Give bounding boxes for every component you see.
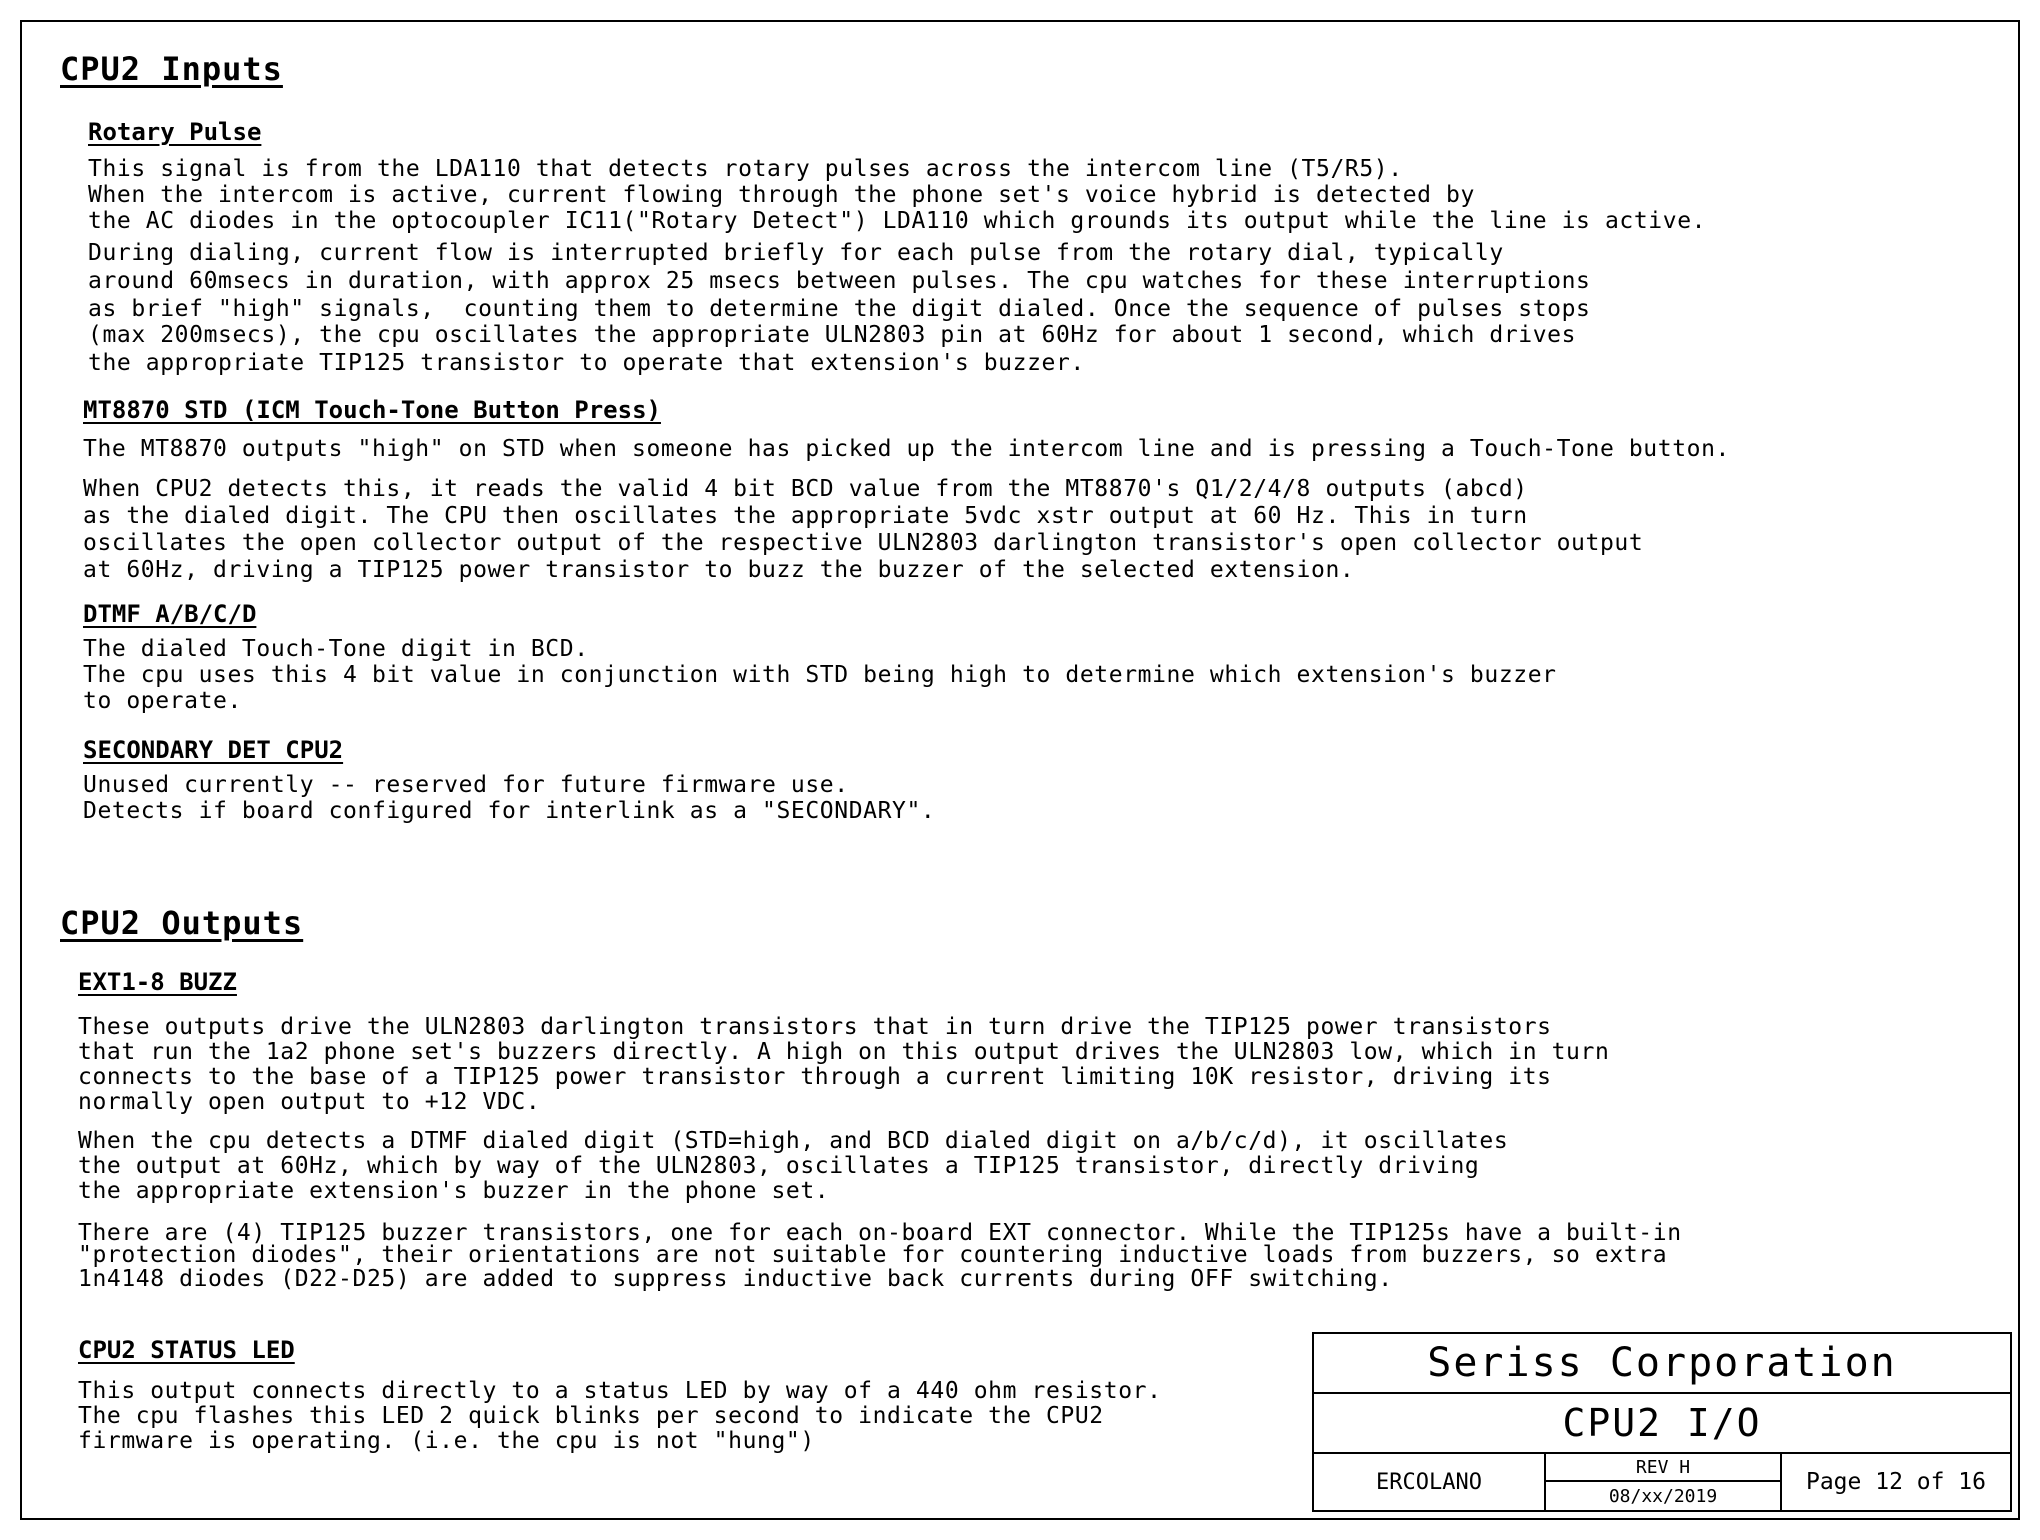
buzz-line: When the cpu detects a DTMF dialed digit (STD=high, and BCD dialed digit on a/b/c/d), it oscillates [78, 1128, 1509, 1154]
buzz-line: "protection diodes", their orientations are not suitable for countering inductive loads from buzzers, so extra [78, 1242, 1668, 1268]
rotary-line: When the intercom is active, current flowing through the phone set's voice hybrid is detected by [88, 182, 1475, 208]
author: ERCOLANO [1314, 1454, 1546, 1510]
revision: REV H [1546, 1454, 1780, 1482]
title-block [1312, 1332, 2012, 1512]
led-line: This output connects directly to a status LED by way of a 440 ohm resistor. [78, 1378, 1162, 1404]
buzz-line: normally open output to +12 VDC. [78, 1089, 541, 1115]
status-led-title: CPU2 STATUS LED [78, 1336, 295, 1364]
buzz-line: There are (4) TIP125 buzzer transistors, one for each on-board EXT connector. While the TIP125s have a built-in [78, 1220, 1682, 1246]
buzz-title: EXT1-8 BUZZ [78, 968, 237, 996]
secondary-line: Unused currently -- reserved for future firmware use. [83, 772, 849, 798]
dtmf-title: DTMF A/B/C/D [83, 600, 257, 628]
led-line: firmware is operating. (i.e. the cpu is not "hung") [78, 1428, 815, 1454]
led-line: The cpu flashes this LED 2 quick blinks per second to indicate the CPU2 [78, 1403, 1104, 1429]
dtmf-line: The cpu uses this 4 bit value in conjunction with STD being high to determine which extension's buzzer [83, 662, 1557, 688]
sheet-title: CPU2 I/O [1314, 1394, 2010, 1454]
rotary-line: around 60msecs in duration, with approx 25 msecs between pulses. The cpu watches for these interruptions [88, 268, 1591, 294]
std-line: at 60Hz, driving a TIP125 power transistor to buzz the buzzer of the selected extension. [83, 557, 1355, 583]
buzz-line: These outputs drive the ULN2803 darlington transistors that in turn drive the TIP125 power transistors [78, 1014, 1552, 1040]
rotary-pulse-title: Rotary Pulse [88, 118, 262, 146]
buzz-line: the output at 60Hz, which by way of the ULN2803, oscillates a TIP125 transistor, directly driving [78, 1153, 1480, 1179]
std-line: as the dialed digit. The CPU then oscillates the appropriate 5vdc xstr output at 60 Hz. This in turn [83, 503, 1528, 529]
buzz-line: connects to the base of a TIP125 power transistor through a current limiting 10K resistor, driving its [78, 1064, 1552, 1090]
std-line: oscillates the open collector output of the respective ULN2803 darlington transistor's open collector output [83, 530, 1644, 556]
date: 08/xx/2019 [1608, 1485, 1718, 1507]
std-line: When CPU2 detects this, it reads the valid 4 bit BCD value from the MT8870's Q1/2/4/8 outputs (abcd) [83, 476, 1528, 502]
outputs-heading: CPU2 Outputs [60, 904, 304, 942]
page-number: Page 12 of 16 [1780, 1454, 2010, 1510]
std-title: MT8870 STD (ICM Touch-Tone Button Press) [83, 396, 661, 424]
dtmf-line: The dialed Touch-Tone digit in BCD. [83, 636, 589, 662]
dtmf-line: to operate. [83, 688, 242, 714]
company-name: Seriss Corporation [1314, 1334, 2010, 1394]
rotary-line: During dialing, current flow is interrupted briefly for each pulse from the rotary dial, typically [88, 240, 1504, 266]
rotary-line: as brief "high" signals, counting them to determine the digit dialed. Once the sequence of pulses stops [88, 296, 1591, 322]
buzz-line: that run the 1a2 phone set's buzzers directly. A high on this output drives the ULN2803 low, which in turn [78, 1039, 1610, 1065]
secondary-line: Detects if board configured for interlink as a "SECONDARY". [83, 798, 936, 824]
secondary-title: SECONDARY DET CPU2 [83, 736, 344, 764]
buzz-line: the appropriate extension's buzzer in the phone set. [78, 1178, 830, 1204]
rotary-line: the AC diodes in the optocoupler IC11("Rotary Detect") LDA110 which grounds its output while the line is active. [88, 208, 1707, 234]
std-line: The MT8870 outputs "high" on STD when someone has picked up the intercom line and is pressing a Touch-Tone button. [83, 436, 1730, 462]
rotary-line: This signal is from the LDA110 that detects rotary pulses across the intercom line (T5/R5). [88, 156, 1403, 182]
rotary-line: the appropriate TIP125 transistor to operate that extension's buzzer. [88, 350, 1085, 376]
inputs-heading: CPU2 Inputs [60, 50, 283, 88]
rotary-line: (max 200msecs), the cpu oscillates the appropriate ULN2803 pin at 60Hz for about 1 second, which drives [88, 322, 1577, 348]
buzz-line: 1n4148 diodes (D22-D25) are added to suppress inductive back currents during OFF switching. [78, 1266, 1393, 1292]
